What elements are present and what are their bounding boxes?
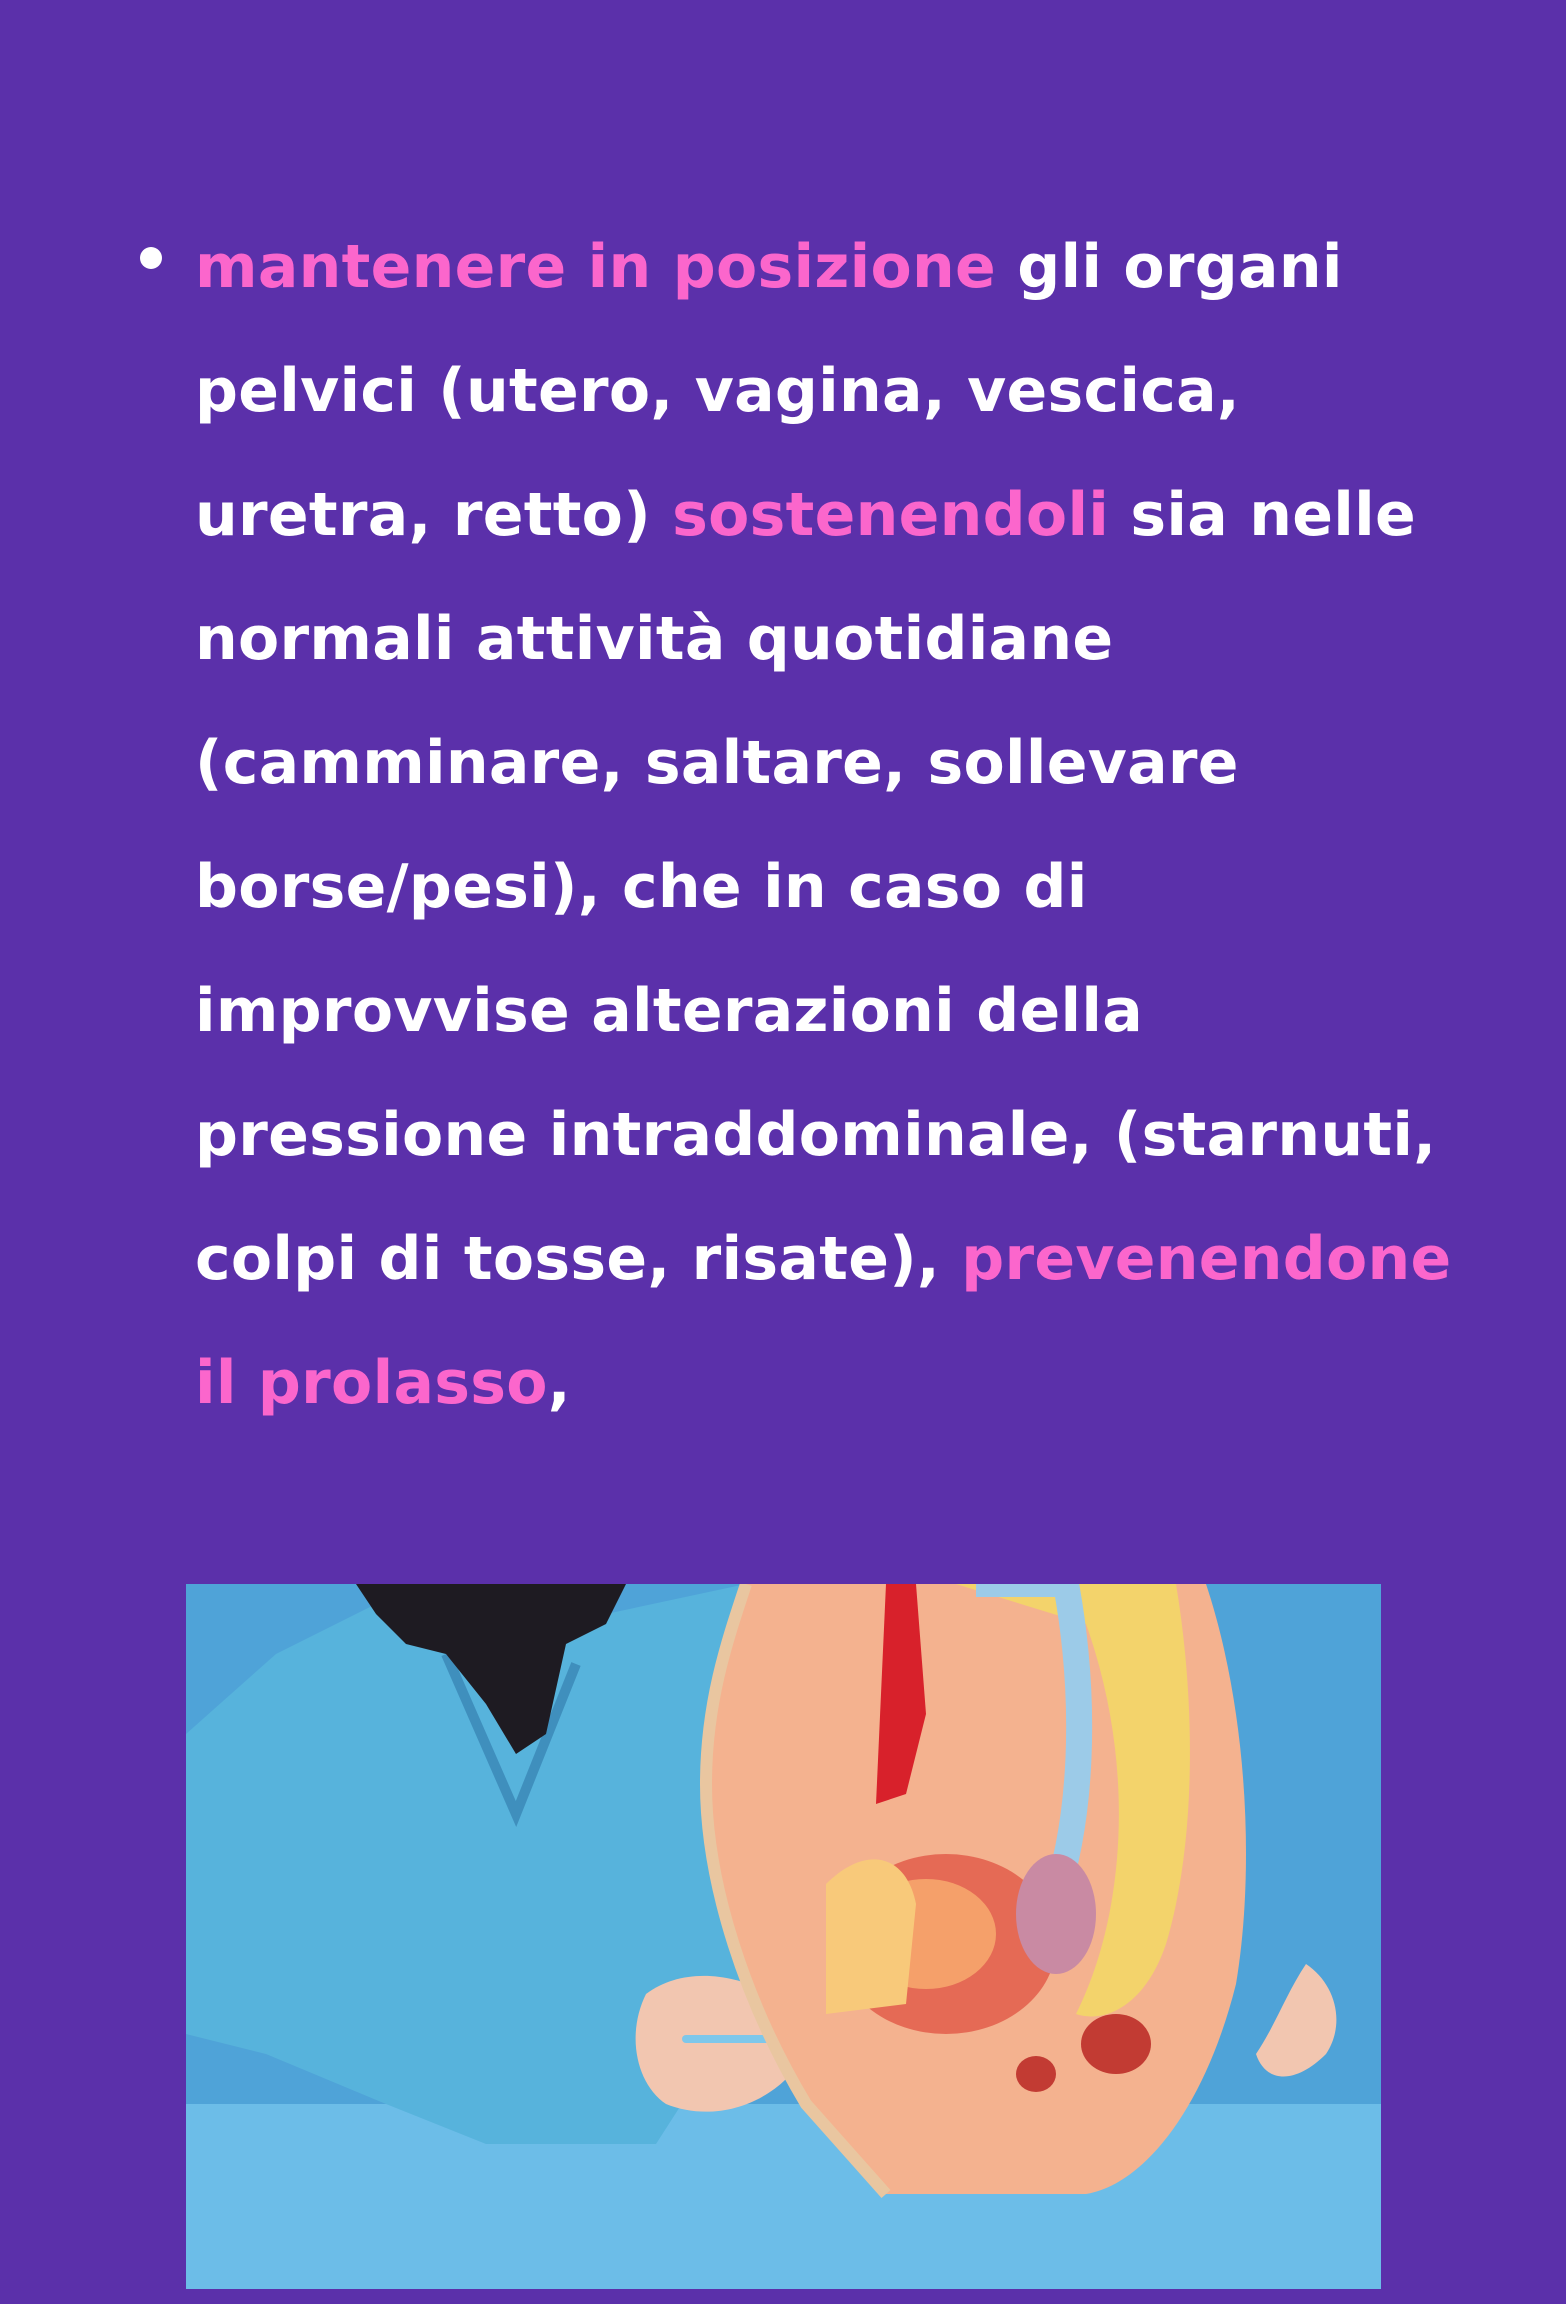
paragraph-text-organs: gli organi pelvici (utero, vagina, vescica, uretra, retto) [195, 232, 1343, 550]
anatomical-model-illustration [186, 1584, 1381, 2289]
paragraph-text-activities: sia nelle normali attività quotidiane (camminare, saltare, sollevare borse/pesi), che in caso di improvvise alterazioni della pressione intraddominale, (starnuti, colpi di tosse, risate), [195, 480, 1437, 1294]
bullet-item [140, 205, 1470, 1445]
bullet-paragraph [195, 205, 1470, 1445]
highlight-text-positioning: mantenere in posizione [195, 232, 997, 302]
rectum-shape [1016, 1854, 1096, 1974]
paragraph-text-comma: , [547, 1348, 571, 1418]
bullet-dot [140, 247, 162, 269]
highlight-text-supporting: sostenendoli [672, 480, 1110, 550]
bladder-shape [826, 1859, 916, 2014]
anatomical-model-photo [186, 1584, 1381, 2289]
highlight-text-prolapse: prevenendone il prolasso [195, 1224, 1452, 1418]
